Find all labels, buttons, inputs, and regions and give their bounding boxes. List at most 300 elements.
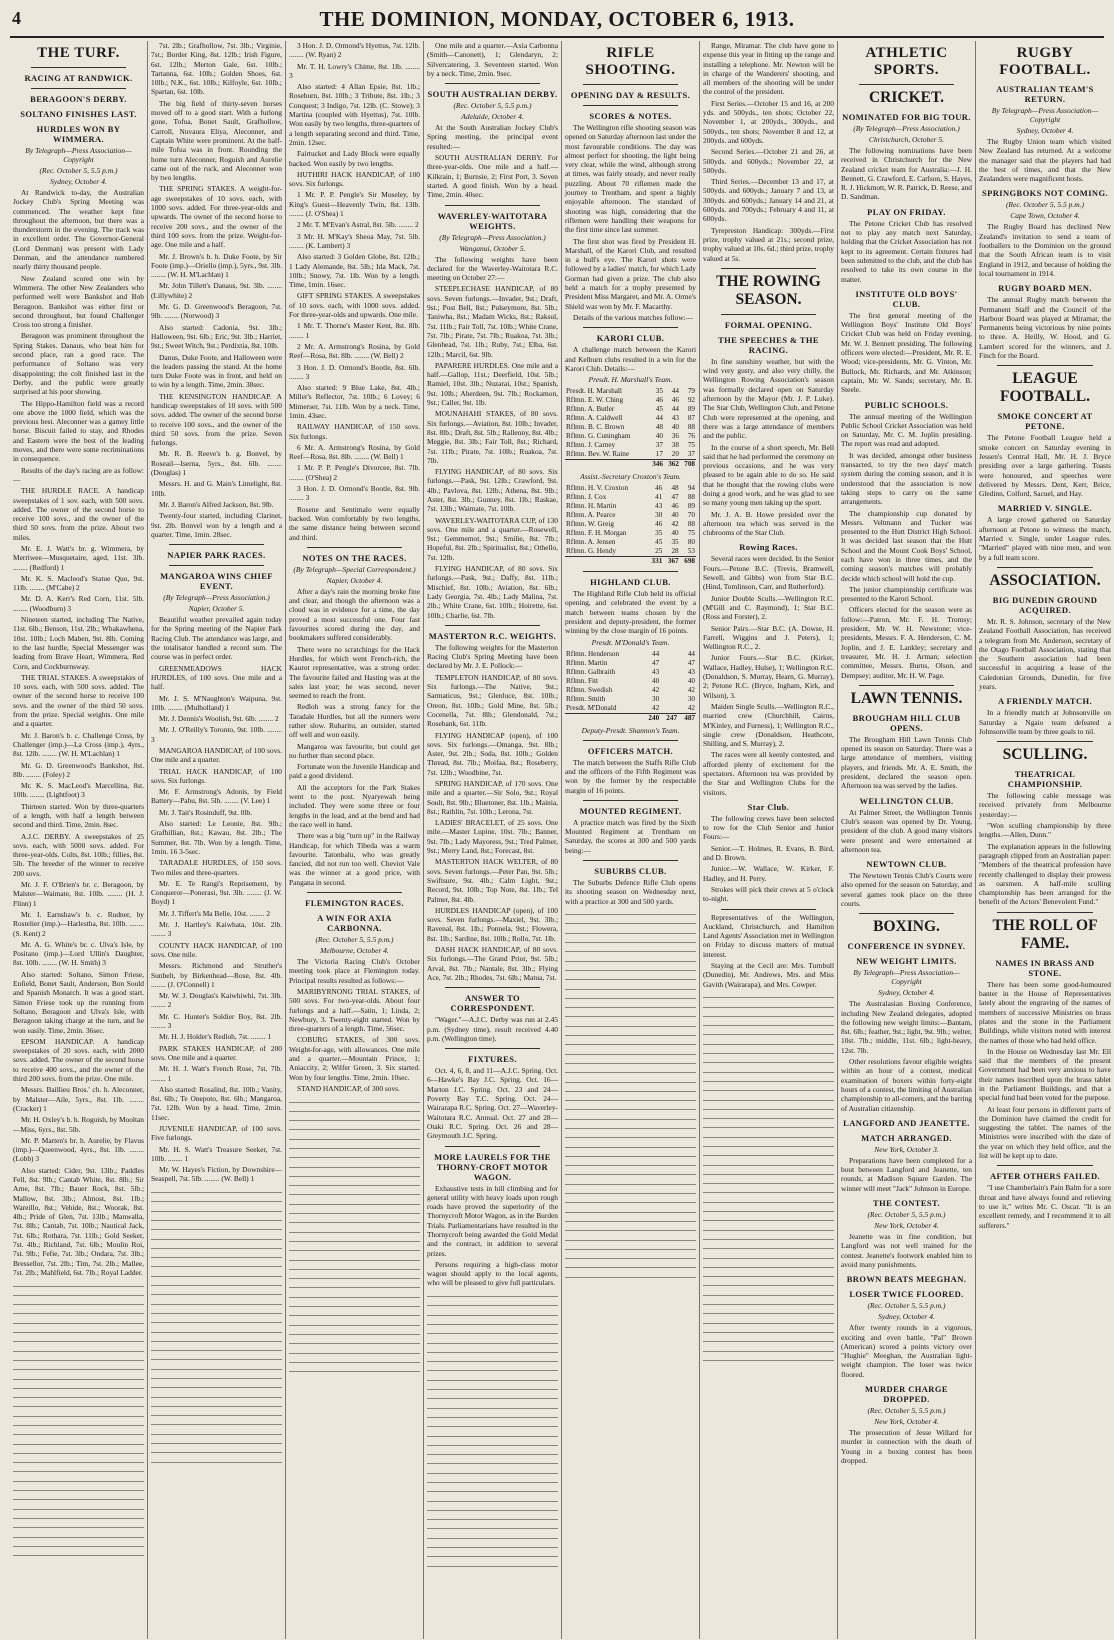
subheading: SOLTANO FINISHES LAST. <box>20 109 137 119</box>
score-cell: 35 <box>655 387 663 396</box>
subheading: MANGAROA WINS CHIEF EVENT. <box>160 571 273 592</box>
article-paragraph: Senior Pairs.—Star B.C. (A. Dowse, H. Farrell, Wiggins and J. Peters), 1; Wellington R.C., 2. <box>703 623 834 652</box>
score-row <box>565 441 696 450</box>
score-row <box>565 493 696 502</box>
race-entry: Mr. E. J. Watt's br. g. Wimmera, by Merriwee—Musquetaire, aged, 11st. 3lb. ........ (Redford) 1 <box>13 543 144 572</box>
article-paragraph: It was decided, amongst other business transacted, to try the two days' match system during the coming season, and it is understood that the association is now taking steps to carry on the same arrangements. <box>841 450 972 507</box>
score-cell: 79 <box>687 387 695 396</box>
score-cell: 92 <box>687 396 695 405</box>
article-paragraph: The following weights have been declared for the Waverley-Waitotara R.C. meeting on October 27:— <box>427 254 558 283</box>
score-row <box>565 529 696 538</box>
score-cell <box>660 695 678 704</box>
dateline: Wanganui, October 5. <box>459 243 526 253</box>
subheading: THE SPEECHES & THE RACING. <box>718 334 819 355</box>
race-entry: PARK STAKES HANDICAP, of 200 sovs. One mile and a quarter. <box>151 1043 282 1062</box>
score-cell: 40 <box>671 529 679 538</box>
race-entry: Mr. H. S. Watt's Treasure Seeker, 7st. 10lb. ........ 1 <box>151 1144 282 1163</box>
article-paragraph: Tyrepreston Handicap: 300yds.—First prize, trophy valued at 21s.; second prize, trophy valued at 10s. 6d.; third prize, trophy valued at 5s. <box>703 225 834 263</box>
score-cell: 45 <box>655 538 663 547</box>
article-paragraph: Results of the day's racing are as follow:— <box>13 465 144 484</box>
team-title: Deputy-Presdt. Shannon's Team. <box>581 725 680 735</box>
dateline: Napier, October 4. <box>326 575 383 585</box>
subheading: HURDLES WON BY WIMMERA. <box>36 124 121 144</box>
divider <box>445 83 540 84</box>
divider <box>583 327 678 328</box>
section-heading-rifle: RIFLE SHOOTING. <box>585 45 676 78</box>
score-cell: 45 <box>655 405 663 414</box>
shooter-name: Rflmn. W. Greig <box>566 520 614 529</box>
score-cell: 38 <box>671 441 679 450</box>
article-paragraph: The first shot was fired by President H. Marshall, of the Karori Club, and resulted in a bull's eye. The Karori shots were followed by a ladies' match, for which Lady Gorman had given a prize. The club also held a match for a trophy presented by President Miss Margaret, and Mr. A. Orme's Shield was won by Mr. F. Macarthy. <box>565 236 696 311</box>
score-cell: 46 <box>655 396 663 405</box>
race-entry: HURDLES HANDICAP (open), of 100 sovs. Seven furlongs.—Maxiel, 9st. 3lb.; Ravenal, 8st. 1lb.; Ponnela, 9st.; Flowera, 8st. 1lb.; Sardine, 8st. 10lb.; Rollo, 7st. 1lb. <box>427 905 558 943</box>
article-paragraph: Junior Double Sculls.—Wellington R.C. (M'Gill and C. Raymond), 1; Star B.C. (Ross and Forster), 2. <box>703 593 834 622</box>
score-cell: 35 <box>655 529 663 538</box>
subheading: INSTITUTE OLD BOYS' CLUB. <box>855 288 958 309</box>
divider <box>997 1165 1093 1166</box>
race-entry: Mr. J. Baron's b. c. Challenge Cross, by Challenger (imp.)—La Cross (imp.), 4yrs., 8st. 12lb. ........ (W. H. M'Lachlan) 1 <box>13 730 144 759</box>
score-row <box>565 432 696 441</box>
subheading: MASTERTON R.C. WEIGHTS. <box>428 630 557 641</box>
subheading: CONFERENCE IN SYDNEY. <box>847 941 966 952</box>
race-entry: 3 Hon. J. D. Ormond's Bootle, 8st. 6lb. ........ 3 <box>289 362 420 381</box>
subheading: BERAGOON'S DERBY. <box>30 94 127 104</box>
race-entry: THE TRIAL STAKES. A sweepstakes of 10 sovs. each, with 500 sovs. added. The owner of the second horse to receive 100 sovs. and the owner of the third 50 sovs. from the prize. Special weights. One mile and a quarter. <box>13 672 144 729</box>
race-entry: EPSOM HANDICAP. A handicap sweepstakes of 20 sovs. each, with 2000 sovs. added. The owner of the second horse to receive 400 sovs., and the owner of the third 200 sovs. from the prize. One mile. <box>13 1036 144 1084</box>
race-entry: TARADALE HURDLES, of 150 sovs. Two miles and three-quarters. <box>151 858 282 877</box>
subheading: SPRINGBOKS NOT COMING. <box>981 188 1108 199</box>
score-cell: 30 <box>651 694 660 703</box>
shooter-name: Presdt. M'Donald <box>566 703 617 712</box>
score-total: 367 <box>663 557 679 567</box>
text-filler <box>565 914 696 1278</box>
score-total-row <box>565 557 696 567</box>
score-cell: 46 <box>671 502 679 511</box>
subheading: BROUGHAM HILL CLUB OPENS. <box>852 712 961 733</box>
race-entry: Mr. H. J. Holder's Redloh, 7st. ........ 1 <box>159 1032 272 1042</box>
column-1 <box>10 41 148 1639</box>
dateline: Napier, October 5. <box>188 604 245 614</box>
subheading: WELLINGTON CLUB. <box>859 795 954 806</box>
article-paragraph: The Brougham Hill Lawn Tennis Club opened its season on Saturday. There was a large attendance of members, visiting players, and friends. Mr. A. E. Smith, the president, declared the season open. Afternoon tea was served by the ladies. <box>841 734 972 791</box>
score-row <box>565 396 696 405</box>
score-cell: 42 <box>687 685 695 694</box>
divider <box>721 314 816 315</box>
subheading: NAMES IN BRASS AND STONE. <box>995 957 1095 978</box>
race-entry: FLYING HANDICAP, of 80 sovs. Six furlongs.—Pask, 9st.; Daffy, 8st. 11lb.; Mischief, 8st. 10lb.; Aviation, 8st. 6lb.; Lady Georgia, 7st. 4lb.; Lady Malina, 7st. 2lb.; White Crane, 6st. 10lb.; Hoirette, 6st. 10lb.; Charlie, 6st. 7lb. <box>427 564 558 620</box>
score-cell <box>660 704 678 714</box>
divider <box>583 105 678 106</box>
article-paragraph: A challenge match between the Karori and Kelburn clubs resulted in a win for the Karori Club. Details:— <box>565 345 696 373</box>
score-cell: 44 <box>687 649 695 658</box>
subheading: LOSER TWICE FLOORED. <box>849 1289 964 1300</box>
dateline: By Telegraph—Press Association—Copyright <box>25 146 132 164</box>
race-entry: COBURG STAKES, of 300 sovs. Weight-for-age, with allowances. One mile and a quarter.—Mountain Prince, 1; Aniaccity, 2; Wilfer Green, 3. Six started. Won by four lengths. Time, 2min. 10sec. <box>289 1035 420 1082</box>
race-entry: FLYING HANDICAP (open), of 100 sovs. Six furlongs.—Omanga, 9st. 8lb.; Aster, 9st. 2lb.; Soda, 8st. 10lb.; Golden Thread, 8st. 7lb.; Moifaa, 8st.; Roseberry, 7st. 12lb.; Woodbine, 7st. <box>427 730 558 777</box>
race-entry: Mr. K. S. Macleod's Statue Quo, 9st. 11lb. ........ (M'Cabe) 2 <box>13 573 144 593</box>
subheading: NEWTOWN CLUB. <box>866 859 947 870</box>
score-cell: 25 <box>655 547 663 556</box>
score-row <box>565 547 696 557</box>
score-cell: 53 <box>687 547 695 556</box>
article-paragraph: Representatives of the Wellington, Auckland, Christchurch, and Hamilton Land Agents' Association met in Wellington on Friday to discuss matters of mutual interest. <box>703 912 834 959</box>
score-total: 331 <box>647 557 663 567</box>
dateline: (Rec. October 5, 5.5 p.m.) <box>867 1406 946 1416</box>
score-cell: 46 <box>655 520 663 529</box>
race-entry: Mr. J. Tiffert's Ma Belle, 10st. ........ 2 <box>159 908 271 918</box>
subheading: SMOKE CONCERT AT PETONE. <box>997 411 1093 432</box>
article-paragraph: Maiden Single Sculls.—Wellington R.C., married crew (Churchhill, Cairns, M'Kinley, and Furness), 1; Wellington R.C., single crew (Donaldson, Heathcote, Shilling, and S. Murray), 2. <box>703 701 834 749</box>
score-row <box>565 650 696 659</box>
race-entry: Mr. J. Dennis's Woolish, 9st. 6lb. ........ 2 <box>159 714 279 724</box>
dateline: By Telegraph—Press Association—Copyright <box>853 968 960 987</box>
race-entry: Mr. H. J. Watt's French Rose, 7st. 7lb. ........ 1 <box>151 1064 282 1083</box>
article-paragraph: A large crowd gathered on Saturday afternoon at Petone to witness the match, Married v. Single, under League rules. "Married" played with nine men, and won by a full team score. <box>979 515 1111 562</box>
column-6 <box>700 41 838 1639</box>
divider <box>859 84 954 85</box>
subheading: RACING AT RANDWICK. <box>24 73 133 83</box>
subheading: MORE LAURELS FOR THE THORNY-CROFT MOTOR WAGON. <box>434 1151 551 1182</box>
score-cell: 80 <box>687 538 695 547</box>
dateline: New York, October 4. <box>874 1417 939 1427</box>
divider <box>721 268 816 269</box>
score-cell: 44 <box>651 649 660 658</box>
divider <box>583 571 678 572</box>
dateline: Sydney, October 4. <box>878 1312 935 1322</box>
race-entry: LADIES' BRACELET, of 25 sovs. One mile.—Master Lupine, 10st. 7lb.; Banner, 9st. 7lb.; Lady Mayoress, 9st.; Tred Palmer, 9st.; Merry Land, 8st.; Forecast, 8st. <box>427 818 558 856</box>
score-cell <box>660 650 678 659</box>
masthead-title: THE DOMINION, MONDAY, OCTOBER 6, 1913. <box>319 7 795 31</box>
team-title: Presdt. H. Marshall's Team. <box>588 375 673 385</box>
article-paragraph: The first general meeting of the Wellington Boys' Institute Old Boys' Cricket Club was held on Friday evening, Mr. W. J. Bennett presiding. The following officers were elected:—President, Mr. R. E. Wood; vice-presidents, Mr. G. Vinton, Mr. Bullock, Mr. Richards, and Mr. Atkinson; captain, Mr. W. Sands; secretary, Mr. B. Steele. <box>841 310 972 395</box>
score-row <box>565 686 696 695</box>
score-row <box>565 450 696 460</box>
subheading: A FRIENDLY MATCH. <box>997 696 1093 707</box>
column-3 <box>286 41 424 1639</box>
score-cell: 43 <box>671 414 679 423</box>
score-row <box>565 659 696 668</box>
article-paragraph: Fairtucket and Lady Block were equally backed. Won easily by two lengths. <box>289 149 420 168</box>
column-8 <box>976 41 1114 1639</box>
race-entry: JUVENILE HANDICAP, of 100 sovs. Five furlongs. <box>151 1123 282 1143</box>
shooter-name: Rflmn. E. W. Ching <box>566 396 624 405</box>
score-cell <box>660 686 678 695</box>
divider <box>997 912 1093 913</box>
race-entry: Also started: Cider, 9st. 13lb.; Paddles Fell, 8st. 9lb.; Cantab White, 8st. 8lb.; Sir Arne, 8st. 7lb.; Bauer Rock, 8st. 5lb.; Mallow, 8st. 3lb.; Almost, 8st. 1lb.; Wareillo, 8st.; Vehide, 8st.; Woorak, 8st. 4lb.; Pride of Glen, 7st. 13lb.; Manwalla, 7st. 8lb.; Cantab, 7st. 10lb.; Nautical Jack, 7st. 6lb.; Rothara, 7st. 11lb.; Gold Seeker, 7st. 4lb.; Richland, 7st. 6lb.; Moulin Roi, 7st. 9lb.; Fefie, 7st. 3lb.; Ondara, 7st. 3lb.; Bressellor, 7st. 2lb.; Tim, 7st. 2lb.; Mallee, 7st. 2lb.; Mahlfield, 6st. 7lb.; Royal Ladder. <box>13 1165 144 1277</box>
article-paragraph: Details of the various matches follow:— <box>573 312 694 322</box>
race-entry: 1 Mr. P. P. Pengle's Sir Moseley, by King's Guest—Heavenly Twin, 8st. 13lb. ........ (J. O'Shea) 1 <box>289 190 420 219</box>
score-cell: 20 <box>671 450 679 459</box>
subheading: LANGFORD AND JEANETTE. <box>843 1117 970 1128</box>
score-table-1 <box>565 387 696 469</box>
article-paragraph: After a day's rain the morning broke fine and clear, and though the afternoon was a cloud was in evidence for a time, the day proved a most successful one. Four fast favourites scored during the day, and bookmakers suffered considerably. <box>289 586 420 643</box>
section-heading-boxing: BOXING. <box>873 918 940 936</box>
article-paragraph: The following cable message was received privately from Melbourne yesterday:— <box>979 791 1111 819</box>
score-cell: 37 <box>687 450 695 459</box>
race-entry: Mr. W. J. Douglas's Kaiwhiwhi, 7st. 3lb. ........ 2 <box>151 991 282 1010</box>
section-heading-rowing: THE ROWING SEASON. <box>716 272 821 308</box>
score-cell: 70 <box>687 511 695 520</box>
score-cell: 88 <box>687 520 695 529</box>
subheading: BROWN BEATS MEEGHAN. <box>846 1274 967 1285</box>
divider <box>169 565 264 566</box>
subheading: HIGHLAND CLUB. <box>590 577 671 588</box>
columns <box>10 41 1112 1639</box>
race-entry: Mr. E. Te Rangi's Reprisement, by Conqueror—Ponerasi, 9st. 3lb. ........ (J. W. Boyd) 1 <box>151 878 282 907</box>
score-cell: 75 <box>687 441 695 450</box>
article-paragraph: The match between the Staffs Rifle Club and the officers of the Fifth Regiment was won by the former by the respectable margin of 16 points. <box>565 757 696 795</box>
score-cell: 17 <box>655 450 663 459</box>
subheading: OPENING DAY & RESULTS. <box>570 90 691 100</box>
race-entry: Mr. H. Oxley's b. h. Roguish, by Mooltan—Miss, 6yrs., 8st. 5lb. <box>13 1115 144 1134</box>
race-entry: Thirteen started. Won by three-quarters of a length, with half a length between second and third. Time, 2min. 8sec. <box>13 801 144 830</box>
dateline: (Rec. October 5, 5.5 p.m.) <box>453 101 532 111</box>
score-total: 708 <box>680 460 696 470</box>
article-paragraph: The Newtown Tennis Club's Courts were also opened for the season on Saturday, and several games took place on the three courts. <box>841 871 972 908</box>
shooter-name: Rflmn. Swedish <box>566 685 613 694</box>
race-entry: 1 Mr. T. Thorne's Master Kent, 8st. 8lb. ........ 1 <box>289 321 420 340</box>
dateline: (Rec. October 5, 5.5 p.m.) <box>315 935 394 945</box>
race-entry: Mr. I. Earnshaw's b. c. Rudner, by Rostelier (imp.)—Harlestha, 8st. 10lb. ........ (S. Kent) 2 <box>13 909 144 938</box>
score-cell: 44 <box>671 405 679 414</box>
subheading: SUBURBS CLUB. <box>594 865 667 876</box>
race-entry: Mr. C. Hunter's Soldier Boy, 8st. 2lb. ........ 3 <box>151 1011 282 1031</box>
section-heading-sculling: SCULLING. <box>1002 746 1088 764</box>
divider <box>997 365 1093 366</box>
subheading: NEW WEIGHT LIMITS. <box>856 956 957 967</box>
subheading: Star Club. <box>747 801 790 812</box>
race-entry: Mr. F. Armstrong's Adonis, by Field Battery—Pahu, 8st. 5lb. ........ (V. Lee) 1 <box>151 787 282 806</box>
article-paragraph: The prosecution of Jesse Willard for murder in connection with the death of Young in a boxing contest has been dropped. <box>841 1428 972 1465</box>
score-cell: 42 <box>671 520 679 529</box>
race-entry: Also started: 9 Blue Lake, 8st. 4lb.; Miller's Reflector, 7st. 10lb.; 6 Lovey; 6 Mimerser, 7st. 11lb. Won by a neck. Time, 1min. 43sec. <box>289 383 420 420</box>
shooter-name: Rflmn. Martin <box>566 658 608 667</box>
race-entry: 3 Hon. J. D. Ormond's Bootle, 8st. 9lb. ........ 3 <box>289 484 420 503</box>
article-paragraph: At Randwick to-day, the Australian Jockey Club's Spring Meeting was commenced. The weather kept fine throughout the afternoon, but there was a thunderstorm in the evening. The track was in excellent order. The Governor-General (Lord Denman) was present with Lady Denman, and the attendance numbered nearly thirty thousand people. <box>13 188 144 272</box>
shooter-name: Rflmn. A. Pearce <box>566 511 616 520</box>
divider <box>445 1048 540 1049</box>
shooter-name: Rflmn. Henderson <box>566 649 620 658</box>
dateline: (By Telegraph—Press Association.) <box>853 124 960 133</box>
section-heading-league: LEAGUE FOOTBALL. <box>999 370 1090 406</box>
article-paragraph: Mangaroa was favourite, but could get no further than second place. <box>289 741 420 760</box>
subheading: THE CONTEST. <box>873 1198 940 1209</box>
divider <box>307 547 402 548</box>
score-table-3 <box>565 650 696 723</box>
divider <box>445 205 540 206</box>
dateline: New York, October 3. <box>874 1144 939 1154</box>
article-paragraph: Rosene and Sentimalo were equally backed. Won comfortably by two lengths, the same distance being between second and third. <box>289 504 420 542</box>
article-paragraph: Staying at the Cecil are: Mrs. Turnbull (Dunedin), Mr. Andrews, Mrs. and Miss Gavith (Wairarapa), and Mrs. Cowper. <box>703 961 834 989</box>
subheading: THEATRICAL CHAMPIONSHIP. <box>1007 769 1083 790</box>
dateline: (By Telegraph—Special Correspondent.) <box>293 564 416 574</box>
article-paragraph: At the South Australian Jockey Club's Spring meeting, the principal event resulted:— <box>427 123 558 151</box>
race-entry: SOUTH AUSTRALIAN DERBY. For three-year-olds. One mile and a half.—Kilkrain, 1; Burnsie, 2; First Port, 3. Seven started. A good finish. Won by a head. Time, 2min. 40sec. <box>427 153 558 200</box>
article-paragraph: The following weights for the Masterton Racing Club's Spring Meeting have been declared by Mr. J. E. Pollock:— <box>427 642 558 671</box>
score-cell: 30 <box>687 694 695 703</box>
subheading: MOUNTED REGIMENT. <box>579 805 682 816</box>
column-7 <box>838 41 976 1639</box>
race-entry: TRIAL HACK HANDICAP, of 100 sovs. Six furlongs. <box>151 766 282 785</box>
race-entry: FLYING HANDICAP, of 80 sovs. Six furlongs.—Pask, 9st. 12lb.; Crawford, 9st. 4lb.; Pavlova, 8st. 12lb.; Athena, 8st. 9lb.; Aster, 8st. 3lb.; Gunney, 8st. 1lb.; Raskae, 7st. 13lb.; Waimate, 7st. 10lb. <box>427 467 558 514</box>
subheading: A WIN FOR AXIA CARBONNA. <box>317 913 392 934</box>
score-cell: 42 <box>687 703 695 712</box>
score-total: 698 <box>680 557 696 567</box>
article-paragraph: There has been some good-humoured banter in the House of Representatives lately about the engraving of the names of members of successive Ministries on brass plates and the stone in the Parliament Buildings, while visitors noted with interest the names of those who had held office. <box>979 979 1111 1045</box>
total-spacer <box>565 557 647 567</box>
shooter-name: Rflmn. Fitt <box>566 676 598 685</box>
divider <box>445 625 540 626</box>
article-paragraph: Senior.—T. Holmes, R. Evans, B. Bird, and D. Brown. <box>703 843 834 863</box>
article-paragraph: The annual meeting of the Wellington Public School Cricket Association was held on Saturday, Mr. C. M. Joplin presiding. The report was read and adopted. <box>841 411 972 449</box>
shooter-name: Rflmn. H. Martin <box>566 502 617 511</box>
article-paragraph: Redloh was a strong fancy for the Taradale Hurdles, but all the runners were rather slow. Rubaritu, an outsider, started off well and won easily. <box>289 702 420 740</box>
text-filler <box>13 1286 144 1557</box>
race-entry: Also started: Le Leonie, 8st. 9lb.; Grafhillian, 8st.; Kawau, 8st. 2lb.; The Summer, 8st. 7lb. Won by a length. Time, 1min. 16 3-5sec. <box>151 819 282 856</box>
article-paragraph: All the acceptors for the Park Stakes went to the post. Nyaryewah being included. They were some three or four lengths in the lead, and at the bend and had the race well in hand. <box>289 782 420 829</box>
race-entry: Mr. John Tillett's Danaus, 9st. 3lb. ........ (Lillywhite) 2 <box>151 281 282 300</box>
dateline: Sydney, October 4. <box>1016 126 1074 135</box>
score-total: 362 <box>664 460 680 470</box>
article-paragraph: The Petone Football League held a smoke concert on Saturday evening in Jessen's Central Hall, Mr. H. J. Bryce presiding over a large gathering. Toasts were honoured, and speeches were delivered by Messrs. Dent, Kerr, Brice, Gledinn, Colford, Sacuel, and Hay. <box>979 433 1111 499</box>
race-entry: Mr. J. Baron's Alfred Jackson, 8st. 9lb. <box>159 499 274 509</box>
race-entry: THE KENSINGTON HANDICAP. A handicap sweepstakes of 10 sovs. with 500 sovs. added. The owner of the second horse to receive 100 sovs., and the owner of the third 50 sovs. from the prize. Seven furlongs. <box>151 391 282 448</box>
article-paragraph: Mr. R. S. Johnson, secretary of the New Zealand Football Association, has received a telegram from Mr. Anderson, secretary of the Otago Football Association, stating that the Southern association had been successful in acquiring a lease of the Caledonian Grounds, Dunedin, for five years. <box>979 616 1111 691</box>
subheading: NOTES ON THE RACES. <box>302 552 407 563</box>
subheading: KARORI CLUB. <box>596 333 665 344</box>
fixtures-list: Oct. 4, 6, 8, and 11—A.J.C. Spring. Oct. 6—Hawke's Bay J.C. Spring. Oct. 16—Marton J.C. Spring. Oct. 23 and 24—Poverty Bay T.C. Spring. Oct. 24—Wairarapa R.C. Spring. Oct. 27—Waverley-Waitotara R.C. Annual. Oct. 27 and 28—Otaki R.C. Spring. Oct. 26 and 28—Greymouth J.C. Spring. <box>427 1066 558 1141</box>
dateline: Sydney, October 4. <box>878 988 935 998</box>
score-total: 240 <box>642 713 660 723</box>
race-entry: Mr. J. F. O'Brien's br. c. Beragoon, by Malster—Waimate, 8st. 10lb. ........ (H. J. Flinn) 1 <box>13 880 144 908</box>
race-entry: One mile and a quarter.—Axia Carbonna (Smith—Canonett), 1; Glendaryn, 2; Silvercatering, 3. Seventeen started. Won by a neck. Time, 2min. 9sec. <box>427 41 558 78</box>
subheading: OFFICERS MATCH. <box>587 745 674 756</box>
divider <box>169 544 264 545</box>
article-paragraph: The Suburbs Defence Rifle Club opens its shooting season on Wednesday next, with a practice at 300 and 500 yards. <box>565 877 696 906</box>
article-paragraph: After twenty rounds in a vigorous, exciting and even battle, "Pal" Brown (American) scored a points victory over "Hughie" Meeghan, the Australian light-weight champion. The loser was twice floored. <box>841 1323 972 1379</box>
dateline: (By Telegraph—Press Association.) <box>439 232 546 242</box>
dateline: Christchurch, October 5. <box>868 135 945 144</box>
article-paragraph: Third Series.—December 13 and 17, at 500yds. and 600yds.; January 7 and 13, at 300yds. and 600yds.; January 14 and 21, at 600yds. and 700yds.; February 4 and 11, at 600yds. <box>703 177 834 224</box>
score-cell: 46 <box>655 484 663 493</box>
race-entry: 6 Mr. A. Armstrong's Rosina, by Gold Reef—Rosa, 8st. 8lb. ........ (W. Bell) 1 <box>289 442 420 462</box>
advertisement-text: Persons requiring a high-class motor wagon should apply to the local agents, who will be pleased to give full particulars. <box>427 1259 558 1288</box>
race-entry: Also started: Soltano, Simon Friese, Enfield, Bonet Sault, Anderson, Bon Sould and Spanish Monarch. It was a good start. Simon Friese took up the running from Soltano, Beragoon and Ulva's Isle, with Beragoon taking charge at the turn, and he won easily. Time, 2min. 36sec. <box>13 969 144 1035</box>
text-filler <box>151 1192 282 1463</box>
divider <box>31 67 126 68</box>
score-cell: 47 <box>671 493 679 502</box>
subheading: PUBLIC SCHOOLS. <box>864 399 949 410</box>
score-cell: 44 <box>671 387 679 396</box>
dateline: (Rec. October 5, 5.5 p.m.) <box>1005 200 1085 210</box>
score-cell: 46 <box>671 396 679 405</box>
article-paragraph: The Australasian Boxing Conference, including New Zealand delegates, adopted the following new weight limits:—Bantam, 8st. 6lb.; feather, 9st.; light, 9st. 9lb.; welter, 10st. 7lb.; middle, 11st. 6lb.; light-heavy, 12st. 7lb. <box>841 999 972 1055</box>
race-entry: Mr. R. B. Reeve's b. g. Bonvel, by Roseail—Iserna, 5yrs., 8st. 6lb. ........ (Douglas) 1 <box>151 449 282 478</box>
article-paragraph: Officers elected for the season were as follow:—Patron, Mr. F. H. Tromsy; president, Mr. W. H. Newstone; vice-presidents, Messrs. F. A. Henderson, C. M. Joplin, and J. E. Lankley; secretary and treasurer, Mr. H. J. Arman; selection committee, Messrs. Burns, Olson, and Dempsey; auditor, Mr. H. W. Page. <box>841 605 972 680</box>
race-entry: Mr. D. A. Kerr's Red Corn, 11st. 5lb. ........ (Woodburn) 3 <box>13 594 144 613</box>
score-cell: 89 <box>687 502 695 511</box>
dateline: (Rec. October 5, 5.5 p.m.) <box>867 1210 946 1220</box>
race-entry: MARIBYRNONG TRIAL STAKES, of 500 sovs. For two-year-olds. About four furlongs and a half.—Satin, 1; Linda, 2; Newbury, 3. Twenty-eight started. Won by three-quarters of a length. Time, 56sec. <box>289 986 420 1034</box>
race-entry: 1 Mr. P. P. Pengle's Divorcee, 8st. 7lb. ........ (O'Shea) 2 <box>289 463 420 482</box>
divider <box>445 1146 540 1147</box>
score-row <box>565 387 696 396</box>
divider <box>721 909 816 910</box>
article-paragraph: The championship cup donated by Messrs. Veltmann and Tucker was presented to the Hutt District High School. It was decided last season that the Hutt School and the Mount Cook Boys' School, each have won in three times, and the coming season's matches will probably decide which school will hold the cup. <box>841 508 972 583</box>
page-number: 4 <box>12 8 21 28</box>
column-4 <box>424 41 562 1639</box>
article-paragraph: The following nominations have been received in Christchurch for the New Zealand cricket team for Australia:—J. H. Bennett, G. Crawford, E. Carlson, S. Hayes, R. J. Hickmott, W. R. Patrick, D. Reese, and D. Sandman. <box>841 146 972 202</box>
score-cell <box>660 677 678 686</box>
team-title: Presdt. M'Donald's Team. <box>591 637 670 647</box>
subheading: PLAY ON FRIDAY. <box>867 206 946 217</box>
race-entry: Mr. J. S. M'Naughton's Waipuna, 9st. 10lb. ........ (Mulholland) 1 <box>151 693 282 712</box>
masthead <box>10 6 1104 38</box>
race-entry: DASH HACK HANDICAP, of 80 sovs. Six furlongs.—The Grand Prior, 9st. 5lb.; Arval, 8st. 7lb.; Nantale, 8st. 3lb.; Flying Ace, 7st. 2lb.; Rhodes, 7st. 6lb.; Matua, 7st. <box>427 945 558 982</box>
race-entry: Mr. J. Tait's Rosinduff, 9st. 0lb. <box>159 807 252 817</box>
divider <box>583 800 678 801</box>
score-row <box>565 695 696 704</box>
article-paragraph: The big field of thirty-seven horses moved off to a good start. With a furlong gone, Tofua, Bonet Sault, Grafhollow, Carroll, Nuvaura Eliya, Aleconner, and Captain White were prominent. At the half-mile Tofua was in front. Rounding the home turn Aleconner, Roguish and Aurelie came out of the ruck, and Aleconner won by two lengths. <box>151 98 282 183</box>
score-cell: 35 <box>671 538 679 547</box>
dateline: (Rec. October 5, 5.5 p.m.) <box>867 1301 946 1311</box>
article-paragraph: The junior championship certificate was presented to the Karori School. <box>841 584 972 604</box>
dateline: New York, October 4. <box>874 1221 939 1231</box>
subheading: BIG DUNEDIN GROUND ACQUIRED. <box>992 594 1098 615</box>
score-cell: 88 <box>687 423 695 432</box>
article-paragraph: At least four persons in different parts of the Dominion have claimed the credit for suggesting the tablet. The names of the Ministries were inscribed with the date of the year on which they held office, and the list will be kept up to date. <box>979 1104 1111 1161</box>
section-heading-roll-of-fame: THE ROLL OF FAME. <box>992 916 1098 952</box>
race-entry: Messrs. H. and G. Main's Limelight, 8st. 10lb. <box>151 479 282 498</box>
score-row <box>565 668 696 677</box>
race-entry: PAPARERE HURDLES. One mile and a half.—Gallop, 11st.; Deerfield, 10st. 5lb.; Ramiel, 10st. 3lb.; Nuzarai, 10st.; Spanish, 9st. 10lb.; Aberdeen, 9st. 7lb.; Rockamon, 9st.; Caller, 9st. 1lb. <box>427 360 558 408</box>
shooter-name: Rflmn. G. Cuningham <box>566 432 631 441</box>
score-row <box>565 677 696 686</box>
score-cell: 43 <box>687 667 695 676</box>
score-cell: 40 <box>687 676 695 685</box>
race-entry: 3 Hon. J. D. Ormond's Hyettus, 7st. 12lb. ........ (W. Ryan) 2 <box>289 41 420 60</box>
advertisement-text: Exhaustive tests in hill climbing and for general utility with heavy loads upon rough roads have proved the superiority of the Thornycroft Motor Wagon, as in the Burden Trials. Parliamentarians have resulted in the Thornycroft being awarded the Gold Medal and the contract, in addition to several prizes. <box>427 1183 558 1258</box>
score-cell: 87 <box>687 414 695 423</box>
race-entry: Mr. P. Marten's br. h. Aurelie, by Flavus (imp.)—Queenwood, 4yrs., 8st. 1lb. ........ (Lobb) 3 <box>13 1135 144 1164</box>
score-cell: 94 <box>687 484 695 493</box>
score-table-2 <box>565 484 696 566</box>
subheading: MARRIED V. SINGLE. <box>997 503 1093 514</box>
race-entry: Mr. J. Hartley's Kaiwhata, 10st. 2lb. ........ 3 <box>151 920 282 939</box>
shooter-name: Presdt. H. Marshall <box>566 387 622 396</box>
score-cell: 30 <box>655 511 663 520</box>
article-paragraph: The Petone Cricket Club has resolved not to play any match next Saturday, holding that the Cricket Association has not kept to its agreement. Certain fixtures had been submitted to the club, and the club has resolved to take its own course in the matter. <box>841 218 972 284</box>
score-row <box>565 423 696 432</box>
subheading: RUGBY BOARD MEN. <box>998 283 1092 294</box>
score-cell: 28 <box>671 547 679 556</box>
race-entry: 7st. 2lb.; Grafhollow, 7st. 3lb.; Virginie, 7st.; Border King, 8st. 12lb.; Irish Figure, 6st. 12lb.; Merton Gale, 6st. 10lb.; Tartanna, 6st. 10lb.; Golden Shoes, 6st. 10lb.; N.K., 6st. 10lb.; Kilfoyle, 6st. 10lb.; Spartan, 6st. 10lb. <box>151 41 282 97</box>
score-row <box>565 520 696 529</box>
shooter-name: Rflmn. J. Carney <box>566 441 616 450</box>
dateline: Adelaide, October 4. <box>461 112 524 122</box>
score-cell: 41 <box>655 493 663 502</box>
shooter-name: Rflmn. H. V. Croxton <box>566 484 629 493</box>
race-entry: GREENMEADOWS HACK HURDLES, of 100 sovs. One mile and a half. <box>151 663 282 692</box>
score-cell: 43 <box>655 502 663 511</box>
race-entry: Mr. G. D. Greenwood's Bankshot, 8st. 8lb. ........ (Foley) 2 <box>13 760 144 779</box>
race-entry: Messrs. Richmond and Struther's Sunbelt, by Birkenhead—Rose, 8st. 4lb. ........ (J. O'Connell) 1 <box>151 961 282 989</box>
score-cell: 42 <box>651 685 660 694</box>
article-paragraph: In the House on Wednesday last Mr. Ell said that the members of the present Government had been very anxious to have their names inscribed upon the brass tablet in the Parliament Buildings, and that a special fund had been voted for the purpose. <box>979 1046 1111 1103</box>
article-paragraph: Strokes will pick their crews at 5 o'clock to-night. <box>703 884 834 904</box>
score-cell: 42 <box>651 703 660 712</box>
team-title: Assist.-Secretary Croxton's Team. <box>580 472 681 482</box>
